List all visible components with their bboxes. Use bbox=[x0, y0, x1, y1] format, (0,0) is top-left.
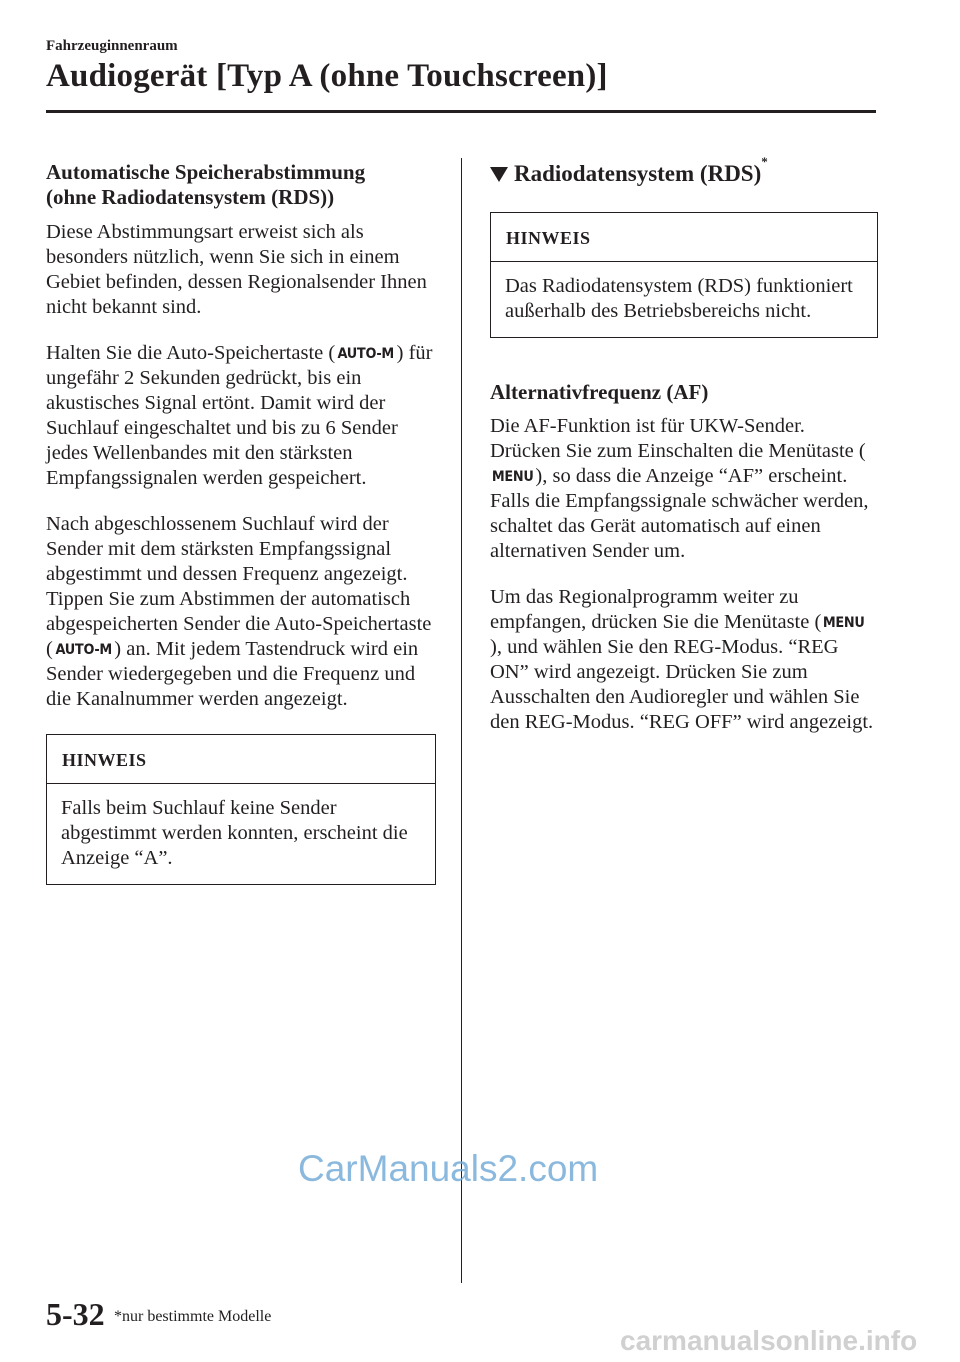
paragraph-af-text-a: Die AF-Funktion ist für UKW-Sender. Drücken Sie zum Einschalten die Menütaste ( bbox=[490, 415, 866, 462]
note-box bbox=[46, 734, 436, 885]
paragraph-af-text-b: ), so dass die Anzeige “AF” erscheint. Falls die Empfangssignale schwächer werden, schaltet das Gerät automatisch auf einen alternativen Sender um. bbox=[490, 465, 869, 562]
auto-m-button-icon: AUTO-M bbox=[55, 642, 112, 658]
paragraph-regional bbox=[490, 585, 878, 735]
triangle-marker-icon bbox=[490, 167, 508, 182]
auto-store-heading-line2: (ohne Radiodatensystem (RDS)) bbox=[46, 185, 335, 209]
paragraph-hold-button bbox=[46, 341, 436, 491]
column-divider bbox=[461, 158, 462, 1283]
carmanuals-watermark: CarManuals2.com bbox=[298, 1148, 599, 1189]
note-text: Falls beim Suchlauf keine Sender abgestimmt werden konnten, erscheint die Anzeige “A”. bbox=[61, 797, 408, 869]
left-column bbox=[46, 160, 436, 885]
auto-store-heading bbox=[46, 160, 436, 210]
page-number: 5-32 bbox=[46, 1296, 105, 1332]
rds-heading-text: Radiodatensystem (RDS) bbox=[514, 161, 762, 186]
af-heading: Alternativfrequenz (AF) bbox=[490, 380, 709, 404]
paragraph-after-scan bbox=[46, 512, 436, 712]
rds-heading: Radiodatensystem (RDS) * bbox=[490, 160, 878, 188]
page-title: Audiogerät [Typ A (ohne Touchscreen)] bbox=[46, 58, 608, 94]
paragraph-hold-button-text-a: Halten Sie die Auto-Speichertaste ( bbox=[46, 342, 336, 364]
rds-note-title: HINWEIS bbox=[491, 213, 877, 262]
online-watermark: carmanualsonline.info bbox=[620, 1325, 918, 1356]
title-rule bbox=[46, 110, 876, 113]
paragraph-hold-button-text-b: ) für ungefähr 2 Sekunden gedrückt, bis ein akustisches Signal ertönt. Damit wird der Suchlauf eingeschaltet und bis zu 6 Sender jedes Wellenbandes mit den stärksten Empfangssignalen werden gespeichert. bbox=[46, 342, 433, 489]
right-column bbox=[490, 154, 878, 735]
rds-note-text: Das Radiodatensystem (RDS) funktioniert außerhalb des Betriebsbereichs nicht. bbox=[505, 275, 853, 322]
paragraph-intro: Diese Abstimmungsart erweist sich als besonders nützlich, wenn Sie sich in einem Gebiet befinden, dessen Regionalsender Ihnen nicht bekannt sind. bbox=[46, 221, 427, 318]
section-label: Fahrzeuginnenraum bbox=[46, 38, 178, 54]
menu-button-icon: MENU bbox=[491, 469, 534, 485]
rds-note-box bbox=[490, 212, 878, 338]
menu-button-icon: MENU bbox=[823, 615, 865, 631]
note-title: HINWEIS bbox=[47, 735, 435, 784]
paragraph-regional-text-b: ), und wählen Sie den REG-Modus. “REG ON” wird angezeigt. Drücken Sie zum Ausschalten den Audioregler und wählen Sie den REG-Modus. “REG OFF” wird angezeigt. bbox=[490, 636, 874, 733]
paragraph-regional-text-a: Um das Regionalprogramm weiter zu empfangen, drücken Sie die Menütaste ( bbox=[490, 586, 822, 633]
paragraph-af bbox=[490, 414, 878, 564]
paragraph-after-scan-text-b: ) an. Mit jedem Tastendruck wird ein Sender wiedergegeben und die Frequenz und die Kanalnummer werden angezeigt. bbox=[46, 638, 419, 710]
auto-m-button-icon: AUTO-M bbox=[337, 346, 395, 362]
auto-store-heading-line1: Automatische Speicherabstimmung bbox=[46, 160, 366, 184]
footnote: *nur bestimmte Modelle bbox=[114, 1308, 272, 1325]
paragraph-after-scan-text-a: Nach abgeschlossenem Suchlauf wird der Sender mit dem stärksten Empfangssignal abgestimmt und dessen Frequenz angezeigt. Tippen Sie zum Abstimmen der automatisch abgespeicherten Sender die Auto-Speichertaste ( bbox=[46, 513, 432, 660]
